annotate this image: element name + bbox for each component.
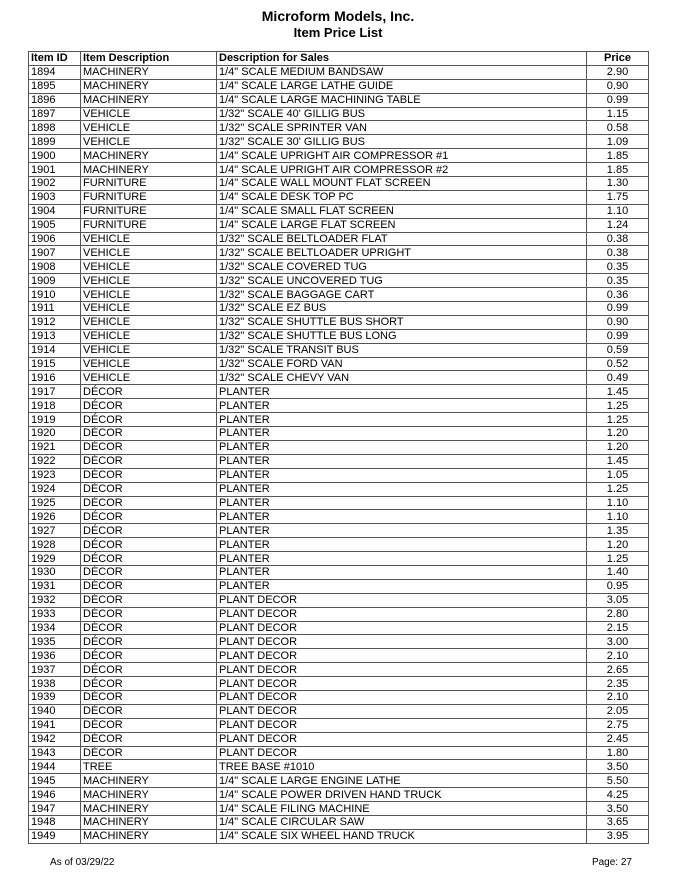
cell-item-description: FURNITURE — [81, 190, 217, 204]
cell-item-description: MACHINERY — [81, 93, 217, 107]
cell-item-description: MACHINERY — [81, 815, 217, 829]
cell-item-description: DÉCOR — [81, 704, 217, 718]
cell-price: 1.25 — [587, 399, 649, 413]
cell-item-id: 1915 — [29, 357, 81, 371]
cell-item-description: VEHICLE — [81, 343, 217, 357]
cell-description-for-sales: PLANT DECOR — [217, 690, 587, 704]
table-body — [29, 65, 649, 843]
cell-description-for-sales: PLANT DECOR — [217, 677, 587, 691]
cell-price: 1.09 — [587, 135, 649, 149]
cell-item-id: 1941 — [29, 718, 81, 732]
table-row — [29, 163, 649, 177]
cell-item-id: 1949 — [29, 829, 81, 843]
cell-item-description: MACHINERY — [81, 774, 217, 788]
table-row — [29, 427, 649, 441]
cell-description-for-sales: 1/32" SCALE CHEVY VAN — [217, 371, 587, 385]
cell-item-id: 1914 — [29, 343, 81, 357]
cell-price: 1.45 — [587, 454, 649, 468]
table-row — [29, 496, 649, 510]
table-row — [29, 718, 649, 732]
cell-description-for-sales: 1/32" SCALE FORD VAN — [217, 357, 587, 371]
cell-item-description: FURNITURE — [81, 177, 217, 191]
cell-description-for-sales: PLANT DECOR — [217, 593, 587, 607]
cell-item-description: MACHINERY — [81, 79, 217, 93]
table-row — [29, 732, 649, 746]
cell-price: 0.58 — [587, 121, 649, 135]
table-row — [29, 579, 649, 593]
column-header-item-id: Item ID — [29, 52, 81, 66]
cell-item-description: VEHICLE — [81, 288, 217, 302]
cell-item-id: 1947 — [29, 802, 81, 816]
table-row — [29, 538, 649, 552]
table-row — [29, 621, 649, 635]
cell-item-description: FURNITURE — [81, 204, 217, 218]
cell-description-for-sales: PLANTER — [217, 510, 587, 524]
cell-item-description: MACHINERY — [81, 163, 217, 177]
cell-description-for-sales: 1/4" SCALE LARGE FLAT SCREEN — [217, 218, 587, 232]
cell-description-for-sales: TREE BASE #1010 — [217, 760, 587, 774]
table-row — [29, 649, 649, 663]
cell-description-for-sales: PLANTER — [217, 538, 587, 552]
cell-item-id: 1921 — [29, 440, 81, 454]
cell-price: 1.25 — [587, 413, 649, 427]
cell-item-id: 1946 — [29, 788, 81, 802]
cell-description-for-sales: 1/32" SCALE UNCOVERED TUG — [217, 274, 587, 288]
cell-item-description: DÉCOR — [81, 607, 217, 621]
cell-item-id: 1918 — [29, 399, 81, 413]
cell-item-description: MACHINERY — [81, 149, 217, 163]
cell-item-description: VEHICLE — [81, 135, 217, 149]
table-row — [29, 329, 649, 343]
cell-item-description: VEHICLE — [81, 107, 217, 121]
cell-price: 1.10 — [587, 204, 649, 218]
table-row — [29, 121, 649, 135]
cell-item-id: 1904 — [29, 204, 81, 218]
cell-description-for-sales: PLANTER — [217, 427, 587, 441]
cell-item-description: DÉCOR — [81, 427, 217, 441]
cell-item-id: 1902 — [29, 177, 81, 191]
cell-description-for-sales: PLANT DECOR — [217, 704, 587, 718]
cell-item-id: 1945 — [29, 774, 81, 788]
table-row — [29, 524, 649, 538]
cell-price: 0.59 — [587, 343, 649, 357]
cell-item-id: 1944 — [29, 760, 81, 774]
cell-item-description: DÉCOR — [81, 746, 217, 760]
table-row — [29, 190, 649, 204]
table-row — [29, 663, 649, 677]
cell-item-description: DÉCOR — [81, 399, 217, 413]
cell-item-description: VEHICLE — [81, 260, 217, 274]
cell-price: 2.10 — [587, 649, 649, 663]
cell-item-description: VEHICLE — [81, 232, 217, 246]
table-row — [29, 232, 649, 246]
cell-description-for-sales: PLANTER — [217, 482, 587, 496]
cell-item-description: MACHINERY — [81, 802, 217, 816]
cell-price: 1.40 — [587, 565, 649, 579]
cell-item-description: DÉCOR — [81, 482, 217, 496]
table-row — [29, 746, 649, 760]
company-name: Microform Models, Inc. — [261, 8, 415, 24]
table-header-row — [29, 52, 649, 66]
cell-description-for-sales: PLANT DECOR — [217, 746, 587, 760]
cell-item-id: 1937 — [29, 663, 81, 677]
table-row — [29, 385, 649, 399]
cell-item-id: 1911 — [29, 302, 81, 316]
table-row — [29, 135, 649, 149]
cell-item-id: 1922 — [29, 454, 81, 468]
cell-item-description: DÉCOR — [81, 413, 217, 427]
table-row — [29, 246, 649, 260]
cell-item-id: 1910 — [29, 288, 81, 302]
table-row — [29, 440, 649, 454]
table-row — [29, 357, 649, 371]
cell-price: 2.35 — [587, 677, 649, 691]
table-row — [29, 399, 649, 413]
cell-description-for-sales: PLANTER — [217, 399, 587, 413]
cell-item-description: DÉCOR — [81, 524, 217, 538]
cell-description-for-sales: PLANT DECOR — [217, 607, 587, 621]
cell-price: 1.20 — [587, 440, 649, 454]
cell-price: 0.35 — [587, 274, 649, 288]
page-number: Page: 27 — [591, 857, 632, 868]
table-row — [29, 677, 649, 691]
cell-description-for-sales: PLANT DECOR — [217, 663, 587, 677]
column-header-item-description: Item Description — [81, 52, 217, 66]
cell-price: 0.38 — [587, 246, 649, 260]
cell-item-description: DÉCOR — [81, 496, 217, 510]
cell-price: 3.05 — [587, 593, 649, 607]
cell-price: 3.65 — [587, 815, 649, 829]
page-header — [0, 8, 676, 41]
cell-item-description: DÉCOR — [81, 690, 217, 704]
cell-item-description: VEHICLE — [81, 121, 217, 135]
cell-item-id: 1897 — [29, 107, 81, 121]
cell-item-id: 1936 — [29, 649, 81, 663]
table-row — [29, 65, 649, 79]
cell-description-for-sales: 1/4" SCALE CIRCULAR SAW — [217, 815, 587, 829]
table-row — [29, 635, 649, 649]
cell-description-for-sales: 1/4" SCALE DESK TOP PC — [217, 190, 587, 204]
price-list-table — [28, 51, 649, 844]
table-row — [29, 302, 649, 316]
cell-item-description: DÉCOR — [81, 677, 217, 691]
cell-item-id: 1916 — [29, 371, 81, 385]
cell-description-for-sales: PLANT DECOR — [217, 718, 587, 732]
cell-item-id: 1933 — [29, 607, 81, 621]
cell-item-id: 1930 — [29, 565, 81, 579]
cell-item-id: 1938 — [29, 677, 81, 691]
cell-price: 5.50 — [587, 774, 649, 788]
cell-item-id: 1906 — [29, 232, 81, 246]
cell-description-for-sales: 1/4" SCALE LARGE LATHE GUIDE — [217, 79, 587, 93]
cell-item-description: DÉCOR — [81, 565, 217, 579]
page-title: Item Price List — [293, 25, 383, 40]
cell-price: 2.75 — [587, 718, 649, 732]
cell-item-description: DÉCOR — [81, 593, 217, 607]
cell-item-id: 1927 — [29, 524, 81, 538]
table-row — [29, 774, 649, 788]
cell-item-id: 1905 — [29, 218, 81, 232]
cell-item-id: 1917 — [29, 385, 81, 399]
cell-item-id: 1907 — [29, 246, 81, 260]
table-row — [29, 815, 649, 829]
table-row — [29, 788, 649, 802]
cell-description-for-sales: 1/32" SCALE BAGGAGE CART — [217, 288, 587, 302]
cell-price: 1.10 — [587, 510, 649, 524]
cell-item-id: 1923 — [29, 468, 81, 482]
cell-description-for-sales: 1/4" SCALE POWER DRIVEN HAND TRUCK — [217, 788, 587, 802]
cell-item-id: 1932 — [29, 593, 81, 607]
cell-price: 2.15 — [587, 621, 649, 635]
cell-item-description: DÉCOR — [81, 454, 217, 468]
cell-item-id: 1926 — [29, 510, 81, 524]
as-of-date: As of 03/29/22 — [50, 857, 115, 868]
cell-item-id: 1931 — [29, 579, 81, 593]
cell-description-for-sales: 1/4" SCALE WALL MOUNT FLAT SCREEN — [217, 177, 587, 191]
cell-item-description: DÉCOR — [81, 649, 217, 663]
cell-price: 1.35 — [587, 524, 649, 538]
cell-price: 0.49 — [587, 371, 649, 385]
cell-item-id: 1925 — [29, 496, 81, 510]
cell-item-description: VEHICLE — [81, 357, 217, 371]
cell-description-for-sales: PLANT DECOR — [217, 635, 587, 649]
cell-item-id: 1929 — [29, 552, 81, 566]
cell-description-for-sales: PLANTER — [217, 579, 587, 593]
cell-price: 2.45 — [587, 732, 649, 746]
table-row — [29, 607, 649, 621]
cell-item-id: 1920 — [29, 427, 81, 441]
cell-description-for-sales: 1/32" SCALE 30' GILLIG BUS — [217, 135, 587, 149]
cell-item-description: DÉCOR — [81, 440, 217, 454]
table-row — [29, 315, 649, 329]
table-row — [29, 704, 649, 718]
cell-price: 1.25 — [587, 552, 649, 566]
cell-price: 0.99 — [587, 302, 649, 316]
table-row — [29, 274, 649, 288]
cell-description-for-sales: PLANTER — [217, 413, 587, 427]
cell-description-for-sales: 1/4" SCALE LARGE ENGINE LATHE — [217, 774, 587, 788]
cell-description-for-sales: PLANTER — [217, 565, 587, 579]
cell-item-id: 1924 — [29, 482, 81, 496]
cell-description-for-sales: 1/4" SCALE UPRIGHT AIR COMPRESSOR #2 — [217, 163, 587, 177]
cell-item-description: MACHINERY — [81, 829, 217, 843]
cell-item-description: DÉCOR — [81, 385, 217, 399]
cell-description-for-sales: 1/32" SCALE SHUTTLE BUS LONG — [217, 329, 587, 343]
cell-description-for-sales: 1/32" SCALE BELTLOADER FLAT — [217, 232, 587, 246]
cell-item-description: DÉCOR — [81, 663, 217, 677]
cell-price: 1.85 — [587, 149, 649, 163]
table-row — [29, 468, 649, 482]
cell-price: 1.25 — [587, 482, 649, 496]
cell-description-for-sales: PLANT DECOR — [217, 649, 587, 663]
cell-item-id: 1943 — [29, 746, 81, 760]
cell-description-for-sales: 1/4" SCALE UPRIGHT AIR COMPRESSOR #1 — [217, 149, 587, 163]
cell-item-id: 1901 — [29, 163, 81, 177]
cell-price: 1.30 — [587, 177, 649, 191]
cell-price: 2.90 — [587, 65, 649, 79]
cell-item-id: 1935 — [29, 635, 81, 649]
cell-item-id: 1940 — [29, 704, 81, 718]
table-row — [29, 413, 649, 427]
cell-item-description: DÉCOR — [81, 579, 217, 593]
cell-item-description: VEHICLE — [81, 274, 217, 288]
cell-item-description: VEHICLE — [81, 371, 217, 385]
cell-item-description: DÉCOR — [81, 510, 217, 524]
cell-item-id: 1903 — [29, 190, 81, 204]
cell-price: 0.99 — [587, 329, 649, 343]
cell-item-description: DÉCOR — [81, 538, 217, 552]
cell-description-for-sales: PLANTER — [217, 524, 587, 538]
column-header-description-for-sales: Description for Sales — [217, 52, 587, 66]
table-row — [29, 204, 649, 218]
cell-description-for-sales: 1/32" SCALE BELTLOADER UPRIGHT — [217, 246, 587, 260]
cell-description-for-sales: 1/4" SCALE FILING MACHINE — [217, 802, 587, 816]
table-row — [29, 454, 649, 468]
cell-price: 0.99 — [587, 93, 649, 107]
table-row — [29, 288, 649, 302]
table-row — [29, 552, 649, 566]
table-row — [29, 79, 649, 93]
cell-item-id: 1934 — [29, 621, 81, 635]
cell-description-for-sales: PLANTER — [217, 440, 587, 454]
cell-item-id: 1919 — [29, 413, 81, 427]
cell-item-id: 1928 — [29, 538, 81, 552]
cell-item-description: DÉCOR — [81, 552, 217, 566]
table-row — [29, 802, 649, 816]
cell-item-id: 1913 — [29, 329, 81, 343]
cell-price: 3.50 — [587, 760, 649, 774]
cell-price: 1.20 — [587, 427, 649, 441]
cell-item-description: VEHICLE — [81, 329, 217, 343]
cell-description-for-sales: 1/32" SCALE TRANSIT BUS — [217, 343, 587, 357]
cell-price: 1.05 — [587, 468, 649, 482]
cell-item-id: 1942 — [29, 732, 81, 746]
cell-item-id: 1908 — [29, 260, 81, 274]
cell-description-for-sales: PLANTER — [217, 552, 587, 566]
cell-price: 1.15 — [587, 107, 649, 121]
cell-description-for-sales: 1/32" SCALE SHUTTLE BUS SHORT — [217, 315, 587, 329]
cell-price: 2.80 — [587, 607, 649, 621]
cell-item-description: MACHINERY — [81, 788, 217, 802]
cell-description-for-sales: PLANTER — [217, 454, 587, 468]
cell-price: 0.38 — [587, 232, 649, 246]
cell-item-id: 1898 — [29, 121, 81, 135]
cell-item-id: 1948 — [29, 815, 81, 829]
table-row — [29, 93, 649, 107]
cell-price: 1.45 — [587, 385, 649, 399]
cell-price: 0.90 — [587, 79, 649, 93]
table-row — [29, 260, 649, 274]
cell-item-description: DÉCOR — [81, 732, 217, 746]
column-header-price: Price — [587, 52, 649, 66]
cell-item-id: 1900 — [29, 149, 81, 163]
cell-item-description: VEHICLE — [81, 302, 217, 316]
table-row — [29, 593, 649, 607]
cell-price: 0.52 — [587, 357, 649, 371]
cell-description-for-sales: 1/4" SCALE LARGE MACHINING TABLE — [217, 93, 587, 107]
cell-item-description: MACHINERY — [81, 65, 217, 79]
table-row — [29, 565, 649, 579]
cell-item-description: DÉCOR — [81, 468, 217, 482]
table-row — [29, 760, 649, 774]
cell-price: 1.10 — [587, 496, 649, 510]
table-row — [29, 510, 649, 524]
cell-description-for-sales: PLANT DECOR — [217, 732, 587, 746]
cell-price: 1.20 — [587, 538, 649, 552]
table-row — [29, 107, 649, 121]
cell-item-id: 1899 — [29, 135, 81, 149]
cell-item-id: 1895 — [29, 79, 81, 93]
table-row — [29, 829, 649, 843]
table-row — [29, 690, 649, 704]
cell-description-for-sales: 1/4" SCALE SIX WHEEL HAND TRUCK — [217, 829, 587, 843]
cell-price: 1.75 — [587, 190, 649, 204]
cell-item-id: 1909 — [29, 274, 81, 288]
cell-price: 1.24 — [587, 218, 649, 232]
cell-price: 0.35 — [587, 260, 649, 274]
cell-item-description: FURNITURE — [81, 218, 217, 232]
cell-price: 3.00 — [587, 635, 649, 649]
cell-description-for-sales: 1/32" SCALE COVERED TUG — [217, 260, 587, 274]
cell-item-id: 1912 — [29, 315, 81, 329]
cell-item-description: VEHICLE — [81, 315, 217, 329]
table-row — [29, 149, 649, 163]
cell-item-description: DÉCOR — [81, 621, 217, 635]
cell-price: 3.95 — [587, 829, 649, 843]
cell-description-for-sales: PLANTER — [217, 496, 587, 510]
cell-description-for-sales: PLANT DECOR — [217, 621, 587, 635]
table-row — [29, 371, 649, 385]
cell-item-id: 1939 — [29, 690, 81, 704]
cell-item-description: DÉCOR — [81, 718, 217, 732]
cell-price: 0.90 — [587, 315, 649, 329]
cell-item-description: DÉCOR — [81, 635, 217, 649]
cell-description-for-sales: PLANTER — [217, 385, 587, 399]
cell-price: 2.05 — [587, 704, 649, 718]
table-row — [29, 177, 649, 191]
cell-item-description: VEHICLE — [81, 246, 217, 260]
cell-price: 1.80 — [587, 746, 649, 760]
cell-item-id: 1896 — [29, 93, 81, 107]
cell-description-for-sales: 1/32" SCALE 40' GILLIG BUS — [217, 107, 587, 121]
cell-description-for-sales: 1/32" SCALE SPRINTER VAN — [217, 121, 587, 135]
cell-price: 4.25 — [587, 788, 649, 802]
cell-item-id: 1894 — [29, 65, 81, 79]
table-row — [29, 343, 649, 357]
table-row — [29, 482, 649, 496]
cell-price: 2.65 — [587, 663, 649, 677]
cell-price: 2.10 — [587, 690, 649, 704]
cell-item-description: TREE — [81, 760, 217, 774]
cell-price: 0.95 — [587, 579, 649, 593]
table-row — [29, 218, 649, 232]
cell-description-for-sales: 1/4" SCALE SMALL FLAT SCREEN — [217, 204, 587, 218]
cell-description-for-sales: 1/32" SCALE EZ BUS — [217, 302, 587, 316]
cell-price: 3.50 — [587, 802, 649, 816]
cell-price: 1.85 — [587, 163, 649, 177]
cell-price: 0.36 — [587, 288, 649, 302]
cell-description-for-sales: 1/4" SCALE MEDIUM BANDSAW — [217, 65, 587, 79]
cell-description-for-sales: PLANTER — [217, 468, 587, 482]
